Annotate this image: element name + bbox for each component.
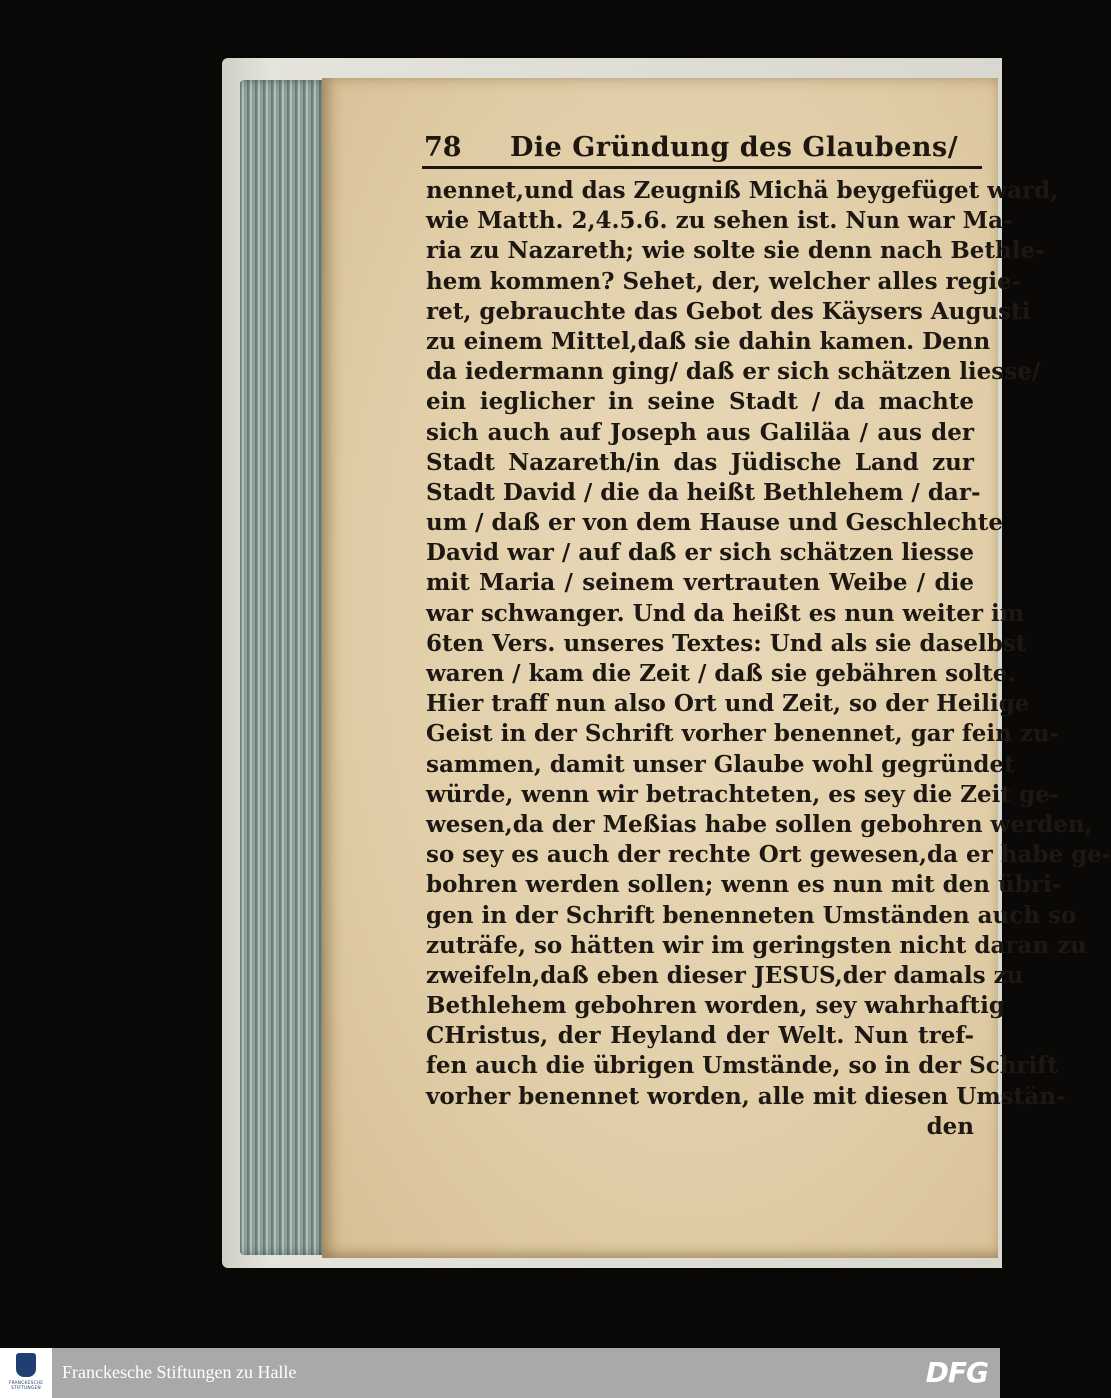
text-line: sammen, damit unser Glaube wohl gegründet	[426, 750, 1015, 778]
body-text	[426, 176, 1111, 1142]
text-line: Bethlehem gebohren worden, sey wahrhaftig	[426, 992, 1005, 1020]
institution-logo[interactable]	[0, 1348, 52, 1398]
text-line: da iedermann ging/ daß er sich schätzen liesse/	[426, 358, 1041, 386]
text-line: zu einem Mittel,daß sie dahin kamen. Denn	[426, 327, 991, 355]
footer-bar	[0, 1348, 1000, 1398]
text-line: waren / kam die Zeit / daß sie gebähren solte.	[426, 660, 1016, 687]
text-line: würde, wenn wir betrachteten, es sey die Zeit ge-	[426, 780, 1060, 808]
text-line: Stadt David / die da heißt Bethlehem / dar-	[426, 478, 981, 506]
text-line: Hier traff nun also Ort und Zeit, so der Heilige	[426, 690, 1030, 718]
page-header	[422, 126, 982, 169]
text-line: vorher benennet worden, alle mit diesen Umstän-	[426, 1082, 1066, 1110]
text-line: David war / auf daß er sich schätzen liesse	[426, 539, 974, 567]
text-line: zuträfe, so hätten wir im geringsten nicht daran zu	[426, 931, 1087, 959]
text-line: Geist in der Schrift vorher benennet, gar fein zu-	[426, 720, 1060, 748]
text-line: Stadt Nazareth/in das Jüdische Land zur	[426, 448, 974, 476]
text-line: ein ieglicher in seine Stadt / da machte	[426, 388, 974, 416]
page-number: 78	[424, 132, 462, 163]
text-line: um / daß er von dem Hause und Geschlechte	[426, 509, 1003, 537]
text-line: war schwanger. Und da heißt es nun weiter im	[426, 599, 1025, 627]
text-line: zweifeln,daß eben dieser JESUS,der damals zu	[426, 961, 1024, 989]
text-line: wie Matth. 2,4.5.6. zu sehen ist. Nun war Ma-	[426, 207, 1013, 235]
text-line: ria zu Nazareth; wie solte sie denn nach Bethle-	[426, 237, 1045, 265]
crest-icon	[16, 1353, 36, 1377]
text-line: fen auch die übrigen Umstände, so in der Schrift	[426, 1052, 1058, 1080]
dfg-logo[interactable]: DFG	[925, 1356, 988, 1389]
book-page	[322, 78, 1111, 1258]
text-line: hem kommen? Sehet, der, welcher alles regie-	[426, 267, 1022, 295]
text-line: gen in der Schrift benenneten Umständen auch so	[426, 901, 1077, 929]
text-line: bohren werden sollen; wenn es nun mit den übri-	[426, 871, 1062, 899]
page-edges	[240, 80, 330, 1255]
logo-text: FRANCKESCHE STIFTUNGEN	[8, 1381, 44, 1391]
text-line: so sey es auch der rechte Ort gewesen,da er habe ge-	[426, 841, 1111, 869]
running-title: Die Gründung des Glaubens/	[510, 132, 959, 163]
institution-name[interactable]: Franckesche Stiftungen zu Halle	[62, 1362, 297, 1382]
text-line: 6ten Vers. unseres Textes: Und als sie daselbst	[426, 629, 1027, 657]
text-line: CHristus, der Heyland der Welt. Nun tref-	[426, 1022, 974, 1050]
text-line: sich auch auf Joseph aus Galiläa / aus der	[426, 418, 974, 446]
text-line: ret, gebrauchte das Gebot des Käysers Augusti	[426, 297, 1031, 325]
text-line: mit Maria / seinem vertrauten Weibe / die	[426, 569, 974, 597]
text-line: wesen,da der Meßias habe sollen gebohren werden,	[426, 810, 1093, 838]
text-line: nennet,und das Zeugniß Michä beygefüget ward,	[426, 177, 1059, 204]
catchword: den	[926, 1112, 974, 1140]
